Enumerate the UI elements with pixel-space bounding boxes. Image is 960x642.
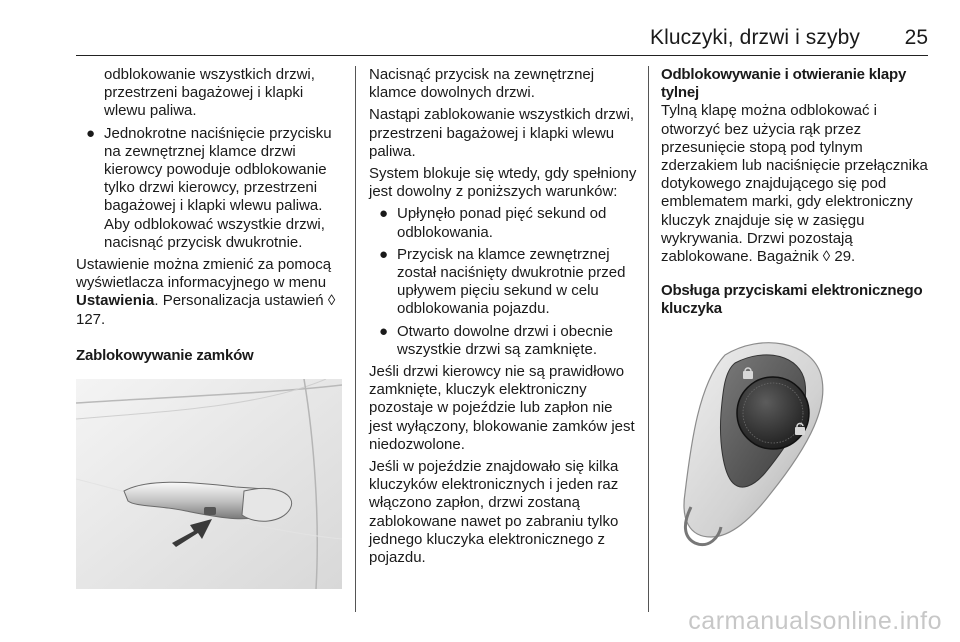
column-right bbox=[661, 66, 933, 579]
paragraph: System blokuje się wtedy, gdy spełniony jest dowolny z poniższych warunków: bbox=[369, 165, 637, 201]
door-handle-illustration bbox=[76, 379, 342, 589]
page-title: Kluczyki, drzwi i szyby bbox=[649, 26, 860, 49]
column-left bbox=[76, 66, 344, 589]
section-heading-key-buttons: Obsługa przyciskami elektronicznego kluczyka bbox=[661, 282, 923, 318]
settings-paragraph: Ustawienie można zmienić za pomocą wyświetlacza informacyjnego w menu Ustawienia. Personalizacja ustawień ◊ 127. bbox=[76, 256, 336, 328]
section-heading-tailgate: Odblokowywanie i otwieranie klapy tylnej bbox=[661, 66, 907, 102]
tailgate-paragraph: Tylną klapę można odblokować i otworzyć bez użycia rąk przez przesunięcie stopą pod tylnym zderzakiem lub naciśnięcie przełącznika dotykowego znajdującego się pod emblematem marki, gdy elektroniczny kluczyk znajduje się w zasięgu wykrywania. Drzwi pozostają zablokowane. Bagażnik ◊ 29. bbox=[661, 102, 928, 266]
list-item-text: Jednokrotne naciśnięcie przycisku na zewnętrznej klamce drzwi kierowcy powoduje odblokowanie tylko drzwi kierowcy, przestrzeni bagażowej i klapki wlewu paliwa. Aby odblokować wszystkie drzwi, nacisnąć przycisk dwukrotnie. bbox=[104, 124, 332, 251]
paragraph: Jeśli w pojeździe znajdowało się kilka kluczyków elektronicznych i jeden raz włączono zapłon, drzwi zostaną zablokowane nawet po zabraniu tylko jednego kluczyka elektronicznego z pojazdu. bbox=[369, 458, 619, 567]
bullet-icon: ● bbox=[86, 124, 96, 142]
page-reference[interactable]: 127. bbox=[76, 310, 106, 328]
bullet-icon: ● bbox=[379, 205, 389, 223]
column-divider bbox=[355, 66, 356, 612]
column-divider bbox=[648, 66, 649, 612]
page-reference[interactable]: 29. bbox=[834, 248, 856, 266]
bullet-icon: ● bbox=[379, 322, 389, 340]
page-number: 25 bbox=[904, 26, 928, 49]
section-heading-lock: Zablokowywanie zamków bbox=[76, 346, 254, 364]
reference-icon: ◊ bbox=[822, 248, 831, 266]
list-item bbox=[369, 246, 637, 319]
bullet-icon: ● bbox=[379, 245, 389, 263]
header-rule bbox=[76, 55, 928, 56]
watermark: carmanualsonline.info bbox=[688, 607, 942, 635]
electronic-key-illustration bbox=[661, 323, 933, 579]
menu-name: Ustawienia bbox=[76, 292, 155, 310]
paragraph: Nastąpi zablokowanie wszystkich drzwi, przestrzeni bagażowej i klapki wlewu paliwa. bbox=[369, 106, 635, 160]
continued-text: odblokowanie wszystkich drzwi, przestrzeni bagażowej i klapki wlewu paliwa. bbox=[104, 66, 315, 120]
column-middle bbox=[369, 66, 637, 571]
reference-icon: ◊ bbox=[327, 292, 336, 310]
list-item bbox=[369, 323, 637, 359]
list-item-text: Przycisk na klamce zewnętrznej został naciśnięty dwukrotnie przed upływem pięciu sekund w celu odblokowania pojazdu. bbox=[397, 245, 626, 318]
paragraph: Nacisnąć przycisk na zewnętrznej klamce dowolnych drzwi. bbox=[369, 66, 595, 102]
list-item-text: Upłynęło ponad pięć sekund od odblokowania. bbox=[397, 205, 607, 241]
list-item-text: Otwarto dowolne drzwi i obecnie wszystkie drzwi są zamknięte. bbox=[397, 322, 613, 358]
list-item bbox=[76, 125, 344, 252]
paragraph: Jeśli drzwi kierowcy nie są prawidłowo zamknięte, kluczyk elektroniczny pozostaje w pojeździe lub zapłon nie jest wyłączony, blokowanie zamków jest niedozwolone. bbox=[369, 363, 635, 453]
page-header bbox=[0, 0, 960, 56]
list-item bbox=[369, 205, 637, 241]
